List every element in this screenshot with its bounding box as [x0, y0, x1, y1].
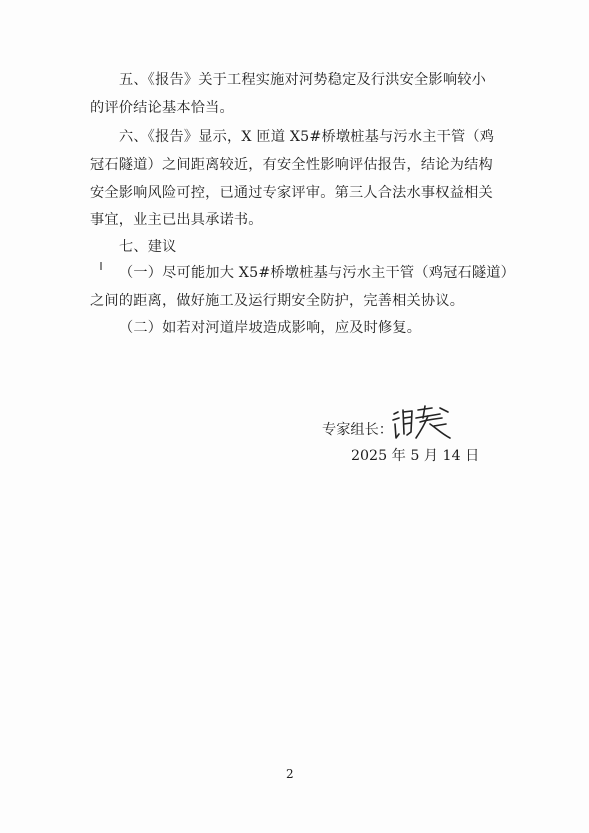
paragraph-6-line-4: 事宜，业主已出具承诺书。 — [90, 212, 263, 228]
suggestion-2-line-1: （二）如若对河道岸坡造成影响，应及时修复。 — [119, 320, 422, 336]
scan-mark — [100, 262, 102, 270]
paragraph-5-line-1: 五、《报告》关于工程实施对河势稳定及行洪安全影响较小 — [119, 72, 486, 88]
paragraph-6-line-2: 冠石隧道）之间距离较近，有安全性影响评估报告，结论为结构 — [90, 157, 493, 173]
paragraph-5-line-2: 的评价结论基本恰当。 — [90, 100, 234, 116]
expert-leader-label: 专家组长： — [322, 422, 393, 438]
signature-date: 2025 年 5 月 14 日 — [351, 448, 480, 464]
handwritten-signature — [390, 404, 460, 444]
section-7-heading: 七、建议 — [119, 239, 177, 255]
page-number: 2 — [286, 767, 294, 781]
paragraph-6-line-1: 六、《报告》显示，X 匝道 X5#桥墩桩基与污水主干管（鸡 — [119, 129, 495, 145]
suggestion-1-line-2: 之间的距离，做好施工及运行期安全防护，完善相关协议。 — [90, 293, 465, 309]
suggestion-1-line-1: （一）尽可能加大 X5#桥墩桩基与污水主干管（鸡冠石隧道） — [119, 265, 516, 281]
paragraph-6-line-3: 安全影响风险可控，已通过专家评审。第三人合法水事权益相关 — [90, 185, 493, 201]
